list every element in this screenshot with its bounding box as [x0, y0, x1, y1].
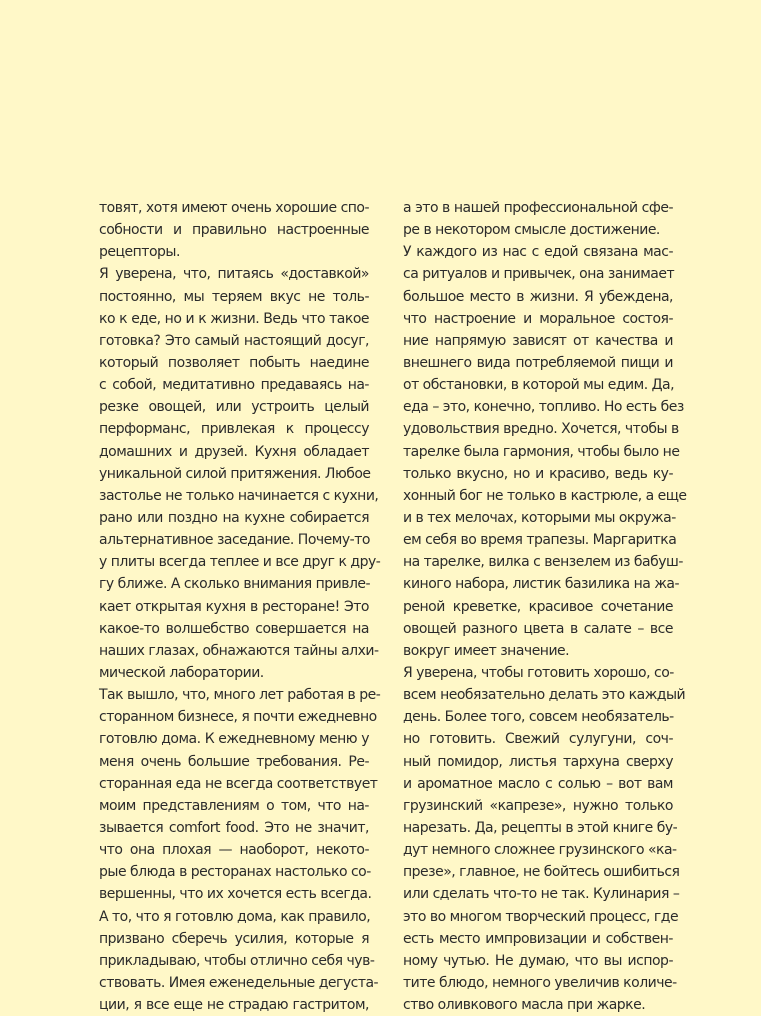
text-line: меня очень большие требования. Ре- — [99, 753, 369, 770]
text-line: сторанном бизнесе, я почти ежедневно — [99, 709, 377, 726]
text-line: еда – это, конечно, топливо. Но есть без — [403, 399, 684, 416]
text-line: вершенны, что их хочется есть всегда. — [99, 886, 372, 903]
text-line: зывается comfort food. Это не значит, — [99, 819, 369, 836]
text-line: рано или поздно на кухне собирается — [99, 509, 369, 526]
text-line: домашних и друзей. Кухня обладает — [99, 443, 369, 460]
text-line: с собой, медитативно предаваясь на- — [99, 377, 369, 394]
text-line: резке овощей, или устроить целый — [99, 399, 369, 416]
text-line: призвано сберечь усилия, которые я — [99, 930, 369, 947]
text-line: альтернативное заседание. Почему-то — [99, 532, 370, 549]
text-line: киного набора, листик базилика на жа- — [403, 576, 680, 593]
text-line: который позволяет побыть наедине — [99, 354, 369, 371]
text-line: презе», главное, не бойтесь ошибиться — [403, 864, 680, 881]
text-line: Я уверена, чтобы готовить хорошо, со- — [403, 664, 674, 681]
text-line: У каждого из нас с едой связана мас- — [403, 244, 673, 261]
left-text-column — [99, 197, 381, 1016]
text-line: постоянно, мы теряем вкус не толь- — [99, 288, 369, 305]
text-line: дут немного сложнее грузинского «ка- — [403, 842, 677, 859]
text-line: большое место в жизни. Я убеждена, — [403, 288, 673, 305]
text-line: ре в некотором смысле достижение. — [403, 222, 660, 239]
text-line: только вкусно, но и красиво, ведь ку- — [403, 465, 673, 482]
text-line: Я уверена, что, питаясь «доставкой» — [99, 266, 369, 283]
text-line: товят, хотя имеют очень хорошие спо- — [99, 200, 370, 216]
text-line: вокруг имеет значение. — [403, 642, 570, 659]
text-line: ции, я все еще не страдаю гастритом, — [99, 997, 369, 1014]
text-line: на тарелке, вилка с вензелем из бабуш- — [403, 554, 683, 571]
text-line: овощей разного цвета в салате – все — [403, 620, 673, 637]
text-line: что настроение и моральное состоя- — [403, 310, 673, 327]
text-line: готовлю дома. К ежедневному меню у — [99, 731, 369, 748]
text-line: тите блюдо, немного увеличив количе- — [403, 974, 677, 991]
text-line: А то, что я готовлю дома, как правило, — [99, 908, 371, 925]
text-line: удовольствия вредно. Хочется, чтобы в — [403, 421, 679, 438]
text-line: но готовить. Свежий сулугуни, соч- — [403, 731, 673, 748]
text-line: внешнего вида потребляемой пищи и — [403, 354, 673, 371]
text-line: ствовать. Имея еженедельные дегуста- — [99, 974, 379, 991]
right-text-column — [403, 197, 687, 1016]
text-line: рецепторы. — [99, 244, 180, 261]
text-line: прикладываю, чтобы отлично себя чув- — [99, 952, 375, 969]
text-line: тарелке была гармония, чтобы было не — [403, 443, 680, 460]
text-line: мической лаборатории. — [99, 664, 264, 681]
text-line: готовка? Это самый настоящий досуг, — [99, 332, 369, 349]
text-line: а это в нашей профессиональной сфе- — [403, 200, 673, 216]
text-line: гу ближе. А сколько внимания привле- — [99, 576, 371, 593]
text-line: уникальной силой притяжения. Любое — [99, 465, 371, 482]
text-line: всем необязательно делать это каждый — [403, 687, 686, 704]
text-line: у плиты всегда теплее и все друг к дру- — [99, 554, 381, 571]
text-line: от обстановки, в которой мы едим. Да, — [403, 377, 675, 394]
text-line: нарезать. Да, рецепты в этой книге бу- — [403, 819, 678, 836]
text-line: есть место импровизации и собствен- — [403, 930, 673, 947]
text-line: наших глазах, обнажаются тайны алхи- — [99, 642, 379, 659]
text-line: Так вышло, что, много лет работая в ре- — [99, 687, 381, 704]
text-line: реной креветке, красивое сочетание — [403, 598, 673, 615]
text-line: моим представлениям о том, что на- — [99, 797, 369, 814]
text-line: застолье не только начинается с кухни, — [99, 487, 379, 504]
text-line: день. Более того, совсем необязатель- — [403, 709, 674, 726]
text-line: или сделать что-то не так. Кулинария – — [403, 886, 680, 903]
text-line: собности и правильно настроенные — [99, 222, 369, 239]
text-line: ный помидор, листья тархуна сверху — [403, 753, 673, 770]
text-line: ному чутью. Не думаю, что вы испор- — [403, 952, 673, 969]
text-line: ем себя во время трапезы. Маргаритка — [403, 532, 677, 549]
text-line: перформанс, привлекая к процессу — [99, 421, 369, 438]
text-line: ство оливкового масла при жарке. — [403, 997, 646, 1014]
text-line: ние напрямую зависят от качества и — [403, 332, 673, 349]
text-line: какое-то волшебство совершается на — [99, 620, 369, 637]
text-line: кает открытая кухня в ресторане! Это — [99, 598, 369, 615]
text-line: са ритуалов и привычек, она занимает — [403, 266, 675, 283]
text-line: что она плохая — наоборот, некото- — [99, 842, 369, 859]
text-line: это во многом творческий процесс, где — [403, 908, 679, 925]
text-line: и ароматное масло с солью – вот вам — [403, 775, 673, 792]
text-line: и в тех мелочах, которыми мы окружа- — [403, 509, 676, 526]
text-line: хонный бог не только в кастрюле, а еще — [403, 487, 687, 504]
text-line: грузинский «капрезе», нужно только — [403, 797, 673, 814]
text-line: ко к еде, но и к жизни. Ведь что такое — [99, 310, 369, 327]
text-line: рые блюда в ресторанах настолько со- — [99, 864, 371, 881]
text-line: сторанная еда не всегда соответствует — [99, 775, 378, 792]
